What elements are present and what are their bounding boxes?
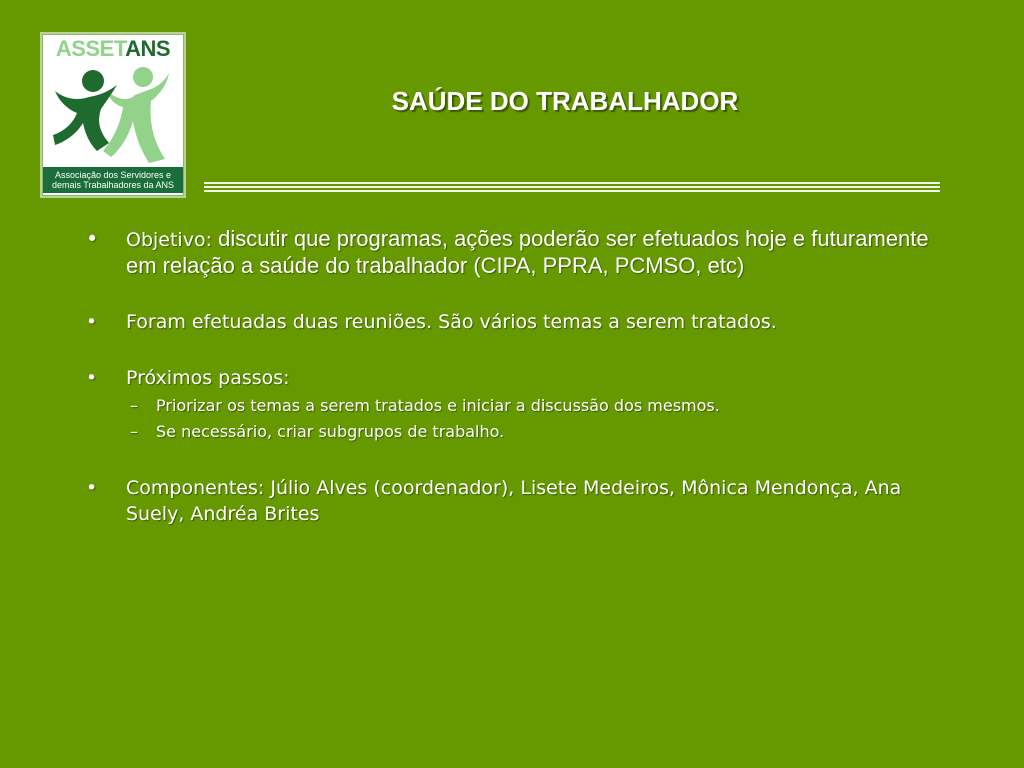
logo-caption-line1: Associação dos Servidores e — [54, 170, 172, 180]
logo-brand-part1: ASSET — [55, 36, 126, 61]
bullet-reunioes — [86, 309, 946, 335]
bullet-componentes — [86, 475, 946, 527]
assetans-logo — [42, 34, 184, 196]
bullet-text: Foram efetuadas duas reuniões. São vários temas a serem tratados. — [126, 311, 777, 333]
title-divider — [204, 182, 940, 192]
sub-bullet-list — [86, 393, 946, 445]
sub-bullet — [126, 393, 946, 419]
slide-content — [86, 226, 946, 527]
bullet-objetivo — [86, 226, 946, 279]
bullet-marker: • — [86, 367, 98, 389]
sub-bullet-text: Priorizar os temas a serem tratados e iniciar a discussão dos mesmos. — [156, 396, 720, 415]
bullet-marker: • — [86, 477, 98, 499]
bullet-text: Componentes: Júlio Alves (coordenador), Lisete Medeiros, Mônica Mendonça, Ana Suely, Andréa Brites — [126, 477, 902, 525]
bullet-proximos-passos — [86, 365, 946, 391]
sub-bullet-marker: – — [130, 396, 138, 415]
sub-bullet — [126, 419, 946, 445]
bullet-lead: Objetivo: — [126, 229, 212, 251]
logo-brand-part2: ANS — [125, 36, 171, 61]
people-figures-icon — [49, 61, 177, 169]
bullet-text: Próximos passos: — [126, 367, 290, 389]
sub-bullet-text: Se necessário, criar subgrupos de trabalho. — [156, 422, 505, 441]
slide-title: SAÚDE DO TRABALHADOR — [391, 86, 739, 116]
bullet-marker: • — [86, 311, 98, 333]
logo-brand-text — [43, 37, 183, 61]
logo-caption-line2: demais Trabalhadores da ANS — [51, 180, 175, 190]
bullet-text: discutir que programas, ações poderão ser efetuados hoje e futuramente em relação a saúde do trabalhador (CIPA, PPRA, PCMSO, etc) — [126, 226, 929, 278]
logo-caption — [43, 167, 183, 193]
bullet-marker: • — [86, 227, 99, 251]
sub-bullet-marker: – — [130, 422, 138, 441]
